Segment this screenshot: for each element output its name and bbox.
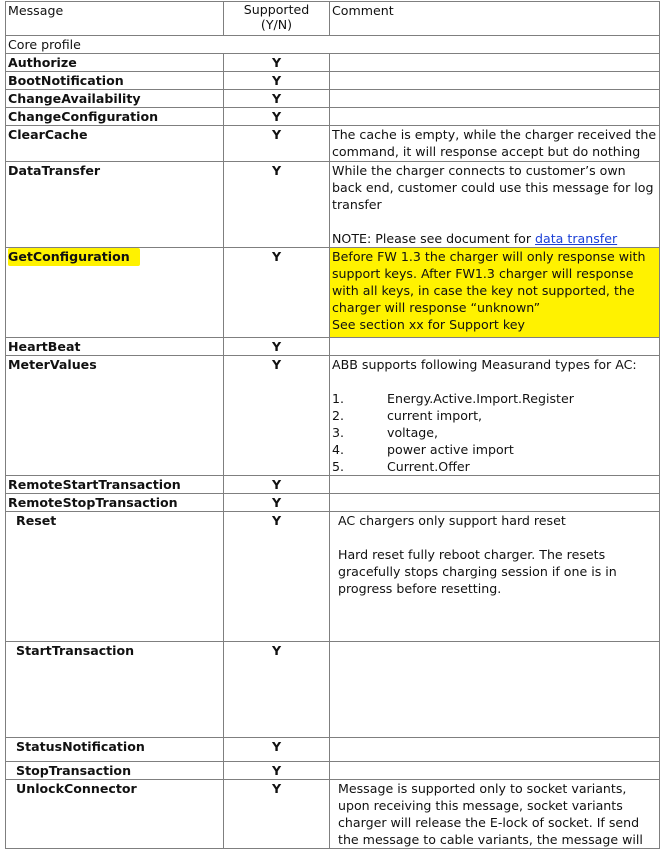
table-row xyxy=(6,738,660,762)
header-supported-line1: Supported xyxy=(243,2,310,17)
supported-cell: Y xyxy=(224,338,330,356)
message-cell: HeartBeat xyxy=(6,338,224,356)
supported-cell: Y xyxy=(224,162,330,248)
list-item xyxy=(332,441,659,458)
table-row xyxy=(6,162,660,248)
comment-cell xyxy=(330,338,660,356)
supported-cell: Y xyxy=(224,738,330,762)
message-cell: MeterValues xyxy=(6,356,224,476)
ocpp-message-support-table xyxy=(5,1,660,849)
table-row xyxy=(6,512,660,642)
table-row xyxy=(6,126,660,162)
message-cell: Authorize xyxy=(6,54,224,72)
message-cell: RemoteStopTransaction xyxy=(6,494,224,512)
comment-cell xyxy=(330,162,660,248)
supported-cell: Y xyxy=(224,72,330,90)
list-number: 3. xyxy=(332,425,345,440)
message-cell: ChangeConfiguration xyxy=(6,108,224,126)
table-row xyxy=(6,54,660,72)
comment-text: Before FW 1.3 the charger will only response with support keys. After FW1.3 charger will response with all keys, in case the key not supported, the charger will response “unknown” xyxy=(332,249,646,315)
table-header-row xyxy=(6,2,660,36)
comment-text-2: Hard reset fully reboot charger. The resets gracefully stops charging session if one is in progress before resetting. xyxy=(338,547,617,596)
highlighted-comment-cell xyxy=(330,248,660,338)
list-number: 5. xyxy=(332,459,345,474)
table-row xyxy=(6,72,660,90)
supported-cell: Y xyxy=(224,108,330,126)
comment-cell xyxy=(330,642,660,738)
supported-cell: Y xyxy=(224,494,330,512)
message-cell: ChangeAvailability xyxy=(6,90,224,108)
header-message: Message xyxy=(6,2,224,36)
comment-cell: The cache is empty, while the charger received the command, it will response accept but do nothing xyxy=(330,126,660,162)
supported-cell: Y xyxy=(224,356,330,476)
message-cell xyxy=(6,248,224,338)
list-number: 4. xyxy=(332,442,345,457)
comment-text-2: See section xx for Support key xyxy=(332,317,525,332)
message-cell: DataTransfer xyxy=(6,162,224,248)
highlighted-message: GetConfiguration xyxy=(8,248,140,265)
supported-cell: Y xyxy=(224,54,330,72)
message-cell: Reset xyxy=(6,512,224,642)
section-title: Core profile xyxy=(6,36,660,54)
message-cell: RemoteStartTransaction xyxy=(6,476,224,494)
comment-cell xyxy=(330,90,660,108)
measurand-list xyxy=(332,390,659,475)
comment-text: While the charger connects to customer’s own back end, customer could use this message for log transfer xyxy=(332,163,654,212)
list-text: Current.Offer xyxy=(387,459,470,474)
table-row xyxy=(6,476,660,494)
table-row xyxy=(6,338,660,356)
table-row xyxy=(6,108,660,126)
list-item xyxy=(332,390,659,407)
comment-cell xyxy=(330,476,660,494)
header-comment: Comment xyxy=(330,2,660,36)
table-row xyxy=(6,642,660,738)
message-cell: StopTransaction xyxy=(6,762,224,780)
supported-cell: Y xyxy=(224,762,330,780)
list-item xyxy=(332,407,659,424)
comment-cell xyxy=(330,512,660,642)
header-supported xyxy=(224,2,330,36)
comment-cell xyxy=(330,108,660,126)
message-cell: ClearCache xyxy=(6,126,224,162)
comment-cell xyxy=(330,72,660,90)
message-cell: UnlockConnector xyxy=(6,780,224,849)
table-row xyxy=(6,762,660,780)
section-row xyxy=(6,36,660,54)
comment-cell: Message is supported only to socket variants, upon receiving this message, socket variants charger will release the E-lock of socket. If send the message to cable variants, the message will xyxy=(330,780,660,849)
supported-cell: Y xyxy=(224,642,330,738)
list-text: power active import xyxy=(387,442,514,457)
comment-cell xyxy=(330,54,660,72)
message-cell: StartTransaction xyxy=(6,642,224,738)
list-text: Energy.Active.Import.Register xyxy=(387,391,574,406)
comment-cell xyxy=(330,356,660,476)
list-item xyxy=(332,424,659,441)
list-number: 1. xyxy=(332,391,345,406)
comment-text: ABB supports following Measurand types for AC: xyxy=(332,357,637,372)
supported-cell: Y xyxy=(224,90,330,108)
table-row xyxy=(6,90,660,108)
supported-cell: Y xyxy=(224,248,330,338)
list-text: voltage, xyxy=(387,425,439,440)
supported-cell: Y xyxy=(224,476,330,494)
comment-note xyxy=(332,230,659,247)
comment-cell xyxy=(330,762,660,780)
table-row xyxy=(6,248,660,338)
data-transfer-link[interactable]: data transfer xyxy=(535,231,618,246)
note-prefix: NOTE: Please see document for xyxy=(332,231,536,246)
message-cell: StatusNotification xyxy=(6,738,224,762)
table-row xyxy=(6,356,660,476)
table-row xyxy=(6,780,660,849)
comment-cell xyxy=(330,738,660,762)
supported-cell: Y xyxy=(224,780,330,849)
list-item xyxy=(332,458,659,475)
list-number: 2. xyxy=(332,408,345,423)
comment-cell xyxy=(330,494,660,512)
header-supported-line2: (Y/N) xyxy=(260,17,293,32)
supported-cell: Y xyxy=(224,126,330,162)
supported-cell: Y xyxy=(224,512,330,642)
table-row xyxy=(6,494,660,512)
message-cell: BootNotification xyxy=(6,72,224,90)
list-text: current import, xyxy=(387,408,483,423)
comment-text: AC chargers only support hard reset xyxy=(338,513,566,528)
